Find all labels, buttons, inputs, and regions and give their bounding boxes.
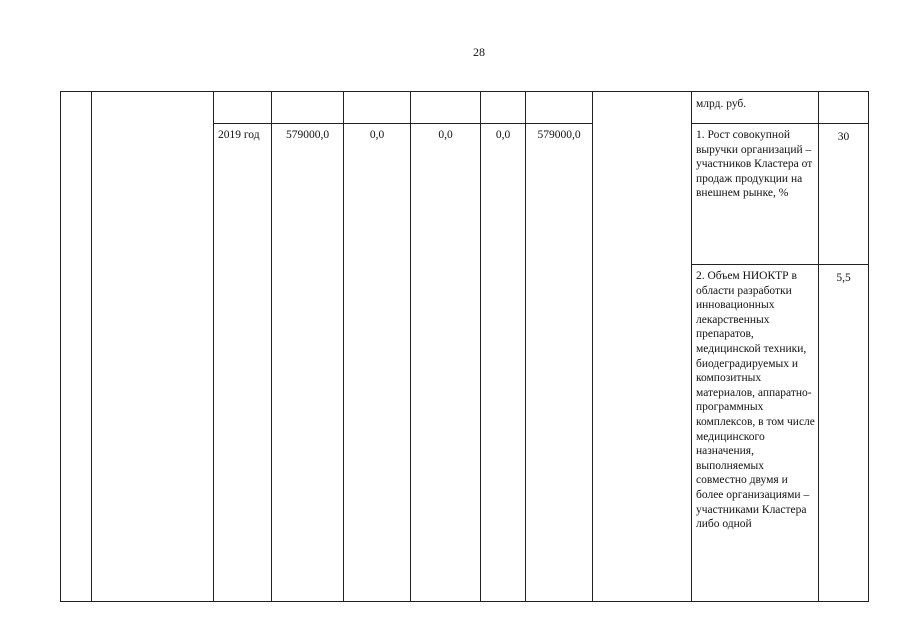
- indicator-1-value: 30: [819, 124, 869, 265]
- cell-empty: [819, 92, 869, 124]
- cell-empty: [344, 92, 411, 124]
- cell-empty: [272, 92, 344, 124]
- indicator-2-text: 2. Объем НИОКТР в области разработки инновационных лекарственных препаратов, медицинской техники, биодеградируемых и композитных материалов, аппаратно-программных комплексов, в том числе медицинского назначения, выполняемых совместно двумя и более организациями – участниками Кластера либо одной: [692, 265, 819, 602]
- funding-col-d: 579000,0: [526, 124, 593, 602]
- total-funding: 579000,0: [272, 124, 344, 602]
- cell-number-col: [61, 92, 92, 602]
- cell-executor-col: [593, 92, 692, 602]
- funding-col-a: 0,0: [344, 124, 411, 602]
- cell-empty: [526, 92, 593, 124]
- funding-col-c: 0,0: [481, 124, 526, 602]
- indicator-1-text: 1. Рост совокупной выручки организаций – участников Кластера от продаж продукции на внешнем рынке, %: [692, 124, 819, 265]
- cell-name-col: [92, 92, 214, 602]
- units-row: [61, 92, 869, 124]
- cell-empty: [481, 92, 526, 124]
- cell-empty: [214, 92, 272, 124]
- funding-col-b: 0,0: [411, 124, 481, 602]
- program-table: [60, 91, 869, 602]
- cell-empty: [411, 92, 481, 124]
- indicator-2-value: 5,5: [819, 265, 869, 602]
- year-label: 2019 год: [214, 124, 272, 602]
- units-label: млрд. руб.: [692, 92, 819, 124]
- page-number: 28: [473, 45, 485, 59]
